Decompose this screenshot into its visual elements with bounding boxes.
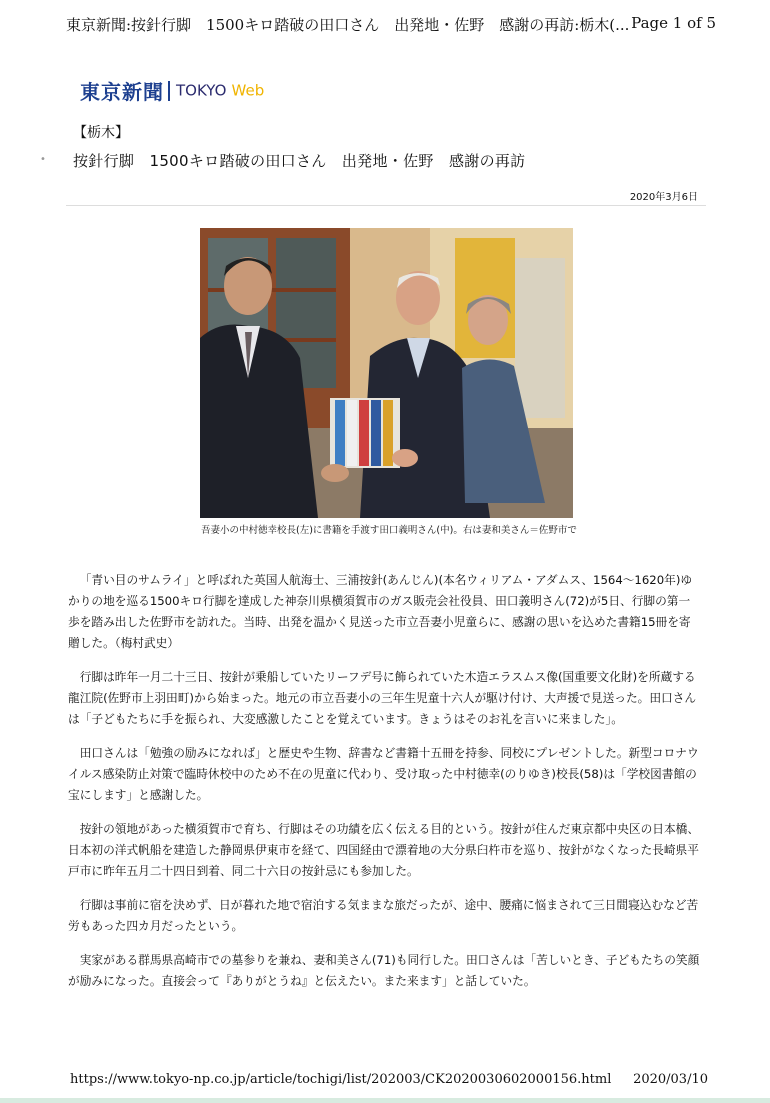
article-date: 2020年3月6日 [629,192,698,203]
article-headline: 按針行脚 1500キロ踏破の田口さん 出発地・佐野 感謝の再訪 [73,152,526,170]
bullet-dot: • [40,154,46,165]
logo-divider [168,81,170,101]
print-date: 2020/03/10 [633,1072,708,1087]
page-url: https://www.tokyo-np.co.jp/article/tochigi/list/202003/CK2020030602000156.html [70,1072,612,1087]
article-paragraph: 「青い目のサムライ」と呼ばれた英国人航海士、三浦按針(あんじん)(本名ウィリアム・アダムス、1564～1620年)ゆかりの地を巡る1500キロ行脚を達成した神奈川県横須賀市のガス販売会社役員、田口義明さん(72)が5日、行脚の第一歩を踏み出した佐野市を訪れた。当時、出発を温かく見送った市立吾妻小児童らに、感謝の思いを込めた書籍15冊を寄贈した。（梅村武史） [68,573,693,650]
photo-caption: 吾妻小の中村徳幸校長(左)に書籍を手渡す田口義明さん(中)。右は妻和美さん＝佐野市で [201,525,577,536]
section-label: 【栃木】 [73,125,129,141]
site-logo[interactable] [80,76,264,104]
article-paragraph: 実家がある群馬県高崎市での墓参りを兼ね、妻和美さん(71)も同行した。田口さんは「苦しいとき、子どもたちの笑顔が励みになった。直接会って『ありがとうね』と伝えたい。また来ます」と話していた。 [68,953,700,988]
logo-en: TOKYO [176,81,227,100]
article-paragraph: 行脚は昨年一月二十三日、按針が乗船していたリーフデ号に飾られていた木造エラスムス像(国重要文化財)を所蔵する龍江院(佐野市上羽田町)から始まった。地元の市立吾妻小の三年生児童十六人が駆け付け、大声援で見送った。田口さんは「子どもたちに手を振られ、大変感激したことを覚えています。きょうはそのお礼を言いに来ました」。 [68,670,697,726]
photo-illustration [200,228,573,518]
article-paragraph: 按針の領地があった横須賀市で育ち、行脚はその功績を広く伝える目的という。按針が住んだ東京都中央区の日本橋、日本初の洋式帆船を建造した静岡県伊東市を経て、四国経由で漂着地の大分県臼杵市を巡り、按針がなくなった長崎県平戸市に昨年五月二十四日到着、同二十六日の按針忌にも参加した。 [68,822,700,878]
bottom-band [0,1098,770,1103]
logo-jp: 東京新聞 [80,80,164,104]
article-paragraph: 田口さんは「勉強の励みになれば」と歴史や生物、辞書など書籍十五冊を持参、同校にプレゼントした。新型コロナウイルス感染防止対策で臨時休校中のため不在の児童に代わり、受け取った中村徳幸(のりゆき)校長(58)は「学校図書館の宝にします」と感謝した。 [68,746,699,802]
article-photo [200,228,573,518]
article-body [68,570,700,1005]
logo-web: Web [231,81,265,100]
print-title: 東京新聞:按針行脚 1500キロ踏破の田口さん 出発地・佐野 感謝の再訪:栃木(... [66,16,630,34]
article-paragraph: 行脚は事前に宿を決めず、日が暮れた地で宿泊する気ままな旅だったが、途中、腰痛に悩まされて三日間寝込むなど苦労もあった四カ月だったという。 [68,898,699,933]
divider [66,205,706,206]
page-number: Page 1 of 5 [631,14,716,32]
